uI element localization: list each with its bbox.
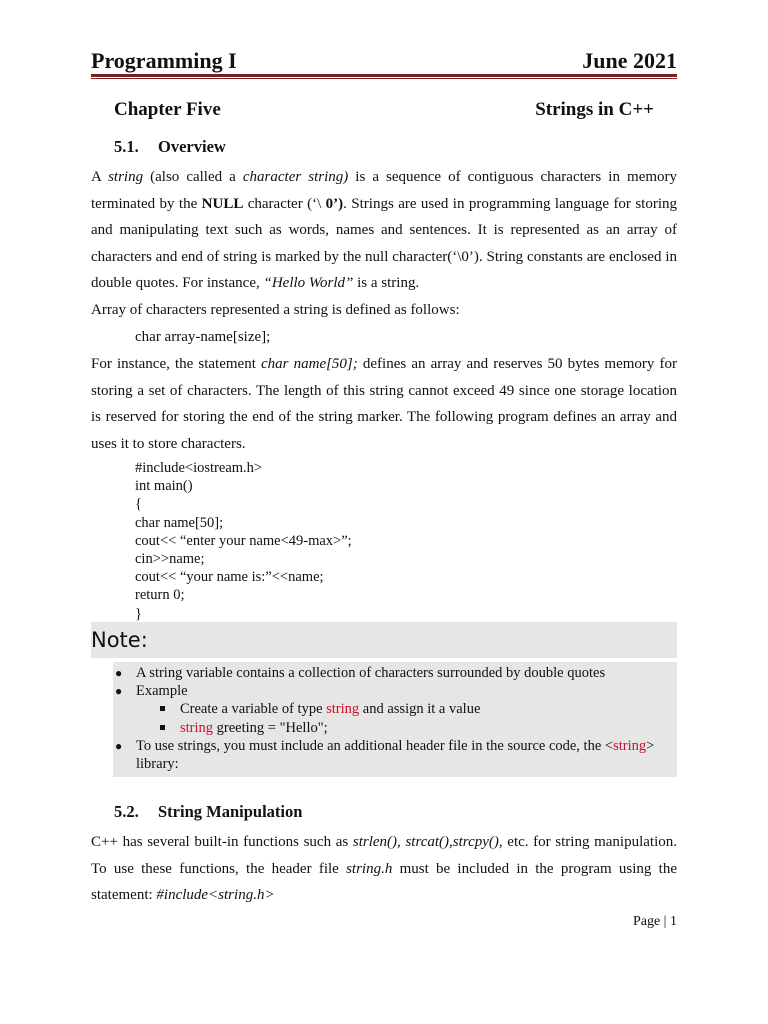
header-course-title: Programming I	[91, 48, 237, 73]
code-line: cin>>name;	[135, 551, 205, 568]
code-line: cout<< “enter your name<49-max>”;	[135, 532, 352, 549]
text-run: . Strings are used in programming language for storing	[343, 195, 677, 212]
string-manipulation-paragraph	[91, 829, 677, 909]
text-run: Create a variable of type	[180, 701, 327, 718]
note-item	[113, 664, 677, 682]
square-bullet-icon	[160, 706, 165, 711]
code-line: cout<< “your name is:”<<name;	[135, 569, 324, 586]
text-run: library:	[136, 756, 179, 773]
italic-term: #include<string.h>	[156, 887, 275, 903]
array-explanation-paragraph	[91, 351, 677, 457]
text-run: defines an array and reserves 50 bytes memory for	[357, 356, 678, 372]
bullet-icon: ●	[115, 738, 123, 753]
overview-paragraph	[91, 164, 677, 297]
note-title: Note:	[91, 628, 148, 652]
paragraph-line: uses it to store characters.	[91, 435, 246, 452]
note-item-text: A string variable contains a collection of characters surrounded by double quotes	[136, 665, 606, 681]
bullet-icon: ●	[115, 684, 123, 699]
note-box	[113, 662, 677, 777]
note-item	[113, 737, 677, 773]
text-run: greeting = "Hello";	[213, 719, 328, 736]
note-title-background	[91, 622, 677, 658]
section-title: Overview	[158, 137, 226, 156]
section-heading-overview	[114, 136, 226, 158]
note-subitem	[113, 700, 677, 718]
text-run: and assign it a value	[359, 701, 481, 718]
header-rule-thick	[91, 74, 677, 77]
text-run: For instance, the statement	[91, 356, 261, 372]
italic-term: string.h	[346, 860, 393, 877]
note-item	[113, 682, 677, 700]
section-number: 5.1.	[114, 137, 139, 156]
text-run: (also called a	[143, 169, 243, 185]
text-run: terminated by the	[91, 195, 202, 212]
code-line: return 0;	[135, 587, 185, 604]
bold-term: 0’)	[325, 195, 344, 212]
text-run: To use these functions, the header file	[91, 860, 347, 877]
array-declaration: char array-name[size];	[135, 329, 271, 345]
section-heading-string-manipulation	[114, 801, 302, 823]
italic-term: character string)	[242, 169, 349, 185]
paragraph-line: characters and end of string is marked by the null character(‘\0’). String constants are enclosed in	[91, 248, 677, 265]
section-number: 5.2.	[114, 802, 139, 821]
header-date: June 2021	[582, 48, 677, 73]
text-run: is a string.	[353, 275, 420, 291]
bold-term: NULL	[201, 195, 244, 212]
text-run: To use strings, you must include an additional header file in the source code, the <	[136, 737, 614, 754]
array-intro-text: Array of characters represented a string is defined as follows:	[91, 302, 460, 318]
italic-term: strlen(), strcat(),strcpy(),	[352, 834, 503, 850]
text-run: etc. for string manipulation.	[502, 834, 678, 850]
code-line: {	[135, 496, 142, 513]
text-run: double quotes. For instance,	[91, 275, 264, 291]
paragraph-line	[91, 882, 677, 909]
text-run: >	[646, 737, 655, 754]
italic-term: string	[108, 169, 144, 185]
text-run: character (‘\	[243, 195, 326, 212]
paragraph-line	[91, 351, 677, 378]
text-run: must be included in the program using the	[392, 860, 677, 877]
paragraph-line	[91, 856, 677, 883]
keyword-highlight: string	[180, 719, 214, 736]
text-run: C++ has several built-in functions such as	[91, 834, 353, 850]
text-run: A	[91, 169, 109, 185]
bullet-icon: ●	[115, 666, 123, 680]
note-subitem	[113, 719, 677, 737]
keyword-highlight: string	[326, 701, 360, 718]
code-line: char name[50];	[135, 514, 224, 531]
header-rule-thin	[91, 78, 677, 79]
chapter-topic: Strings in C++	[535, 99, 654, 120]
paragraph-line	[91, 270, 677, 297]
page-number: Page | 1	[632, 914, 677, 929]
code-line: }	[135, 605, 142, 622]
section-title: String Manipulation	[158, 802, 303, 821]
paragraph-line: storing a set of characters. The length of this string cannot exceed 49 since one storage location	[91, 382, 677, 399]
italic-term: char name[50];	[261, 356, 358, 372]
paragraph-line	[91, 191, 677, 218]
text-run: is a sequence of contiguous characters in memory	[348, 169, 678, 185]
code-listing	[135, 459, 352, 623]
keyword-highlight: string	[613, 737, 647, 754]
code-line: #include<iostream.h>	[135, 460, 263, 476]
note-item-text: Example	[136, 683, 188, 700]
paragraph-line: is reserved for storing the end of the string marker. The following program defines an array and	[91, 409, 677, 425]
paragraph-line	[91, 164, 677, 191]
square-bullet-icon	[160, 725, 165, 730]
code-line: int main()	[135, 478, 193, 495]
text-run: statement:	[91, 887, 157, 903]
paragraph-line: and manipulating text such as words, names and sentences. It is represented as an array of	[91, 222, 677, 238]
chapter-title: Chapter Five	[114, 99, 221, 120]
page-header	[91, 46, 677, 76]
italic-term: “Hello World”	[263, 275, 354, 291]
paragraph-line	[91, 829, 677, 856]
